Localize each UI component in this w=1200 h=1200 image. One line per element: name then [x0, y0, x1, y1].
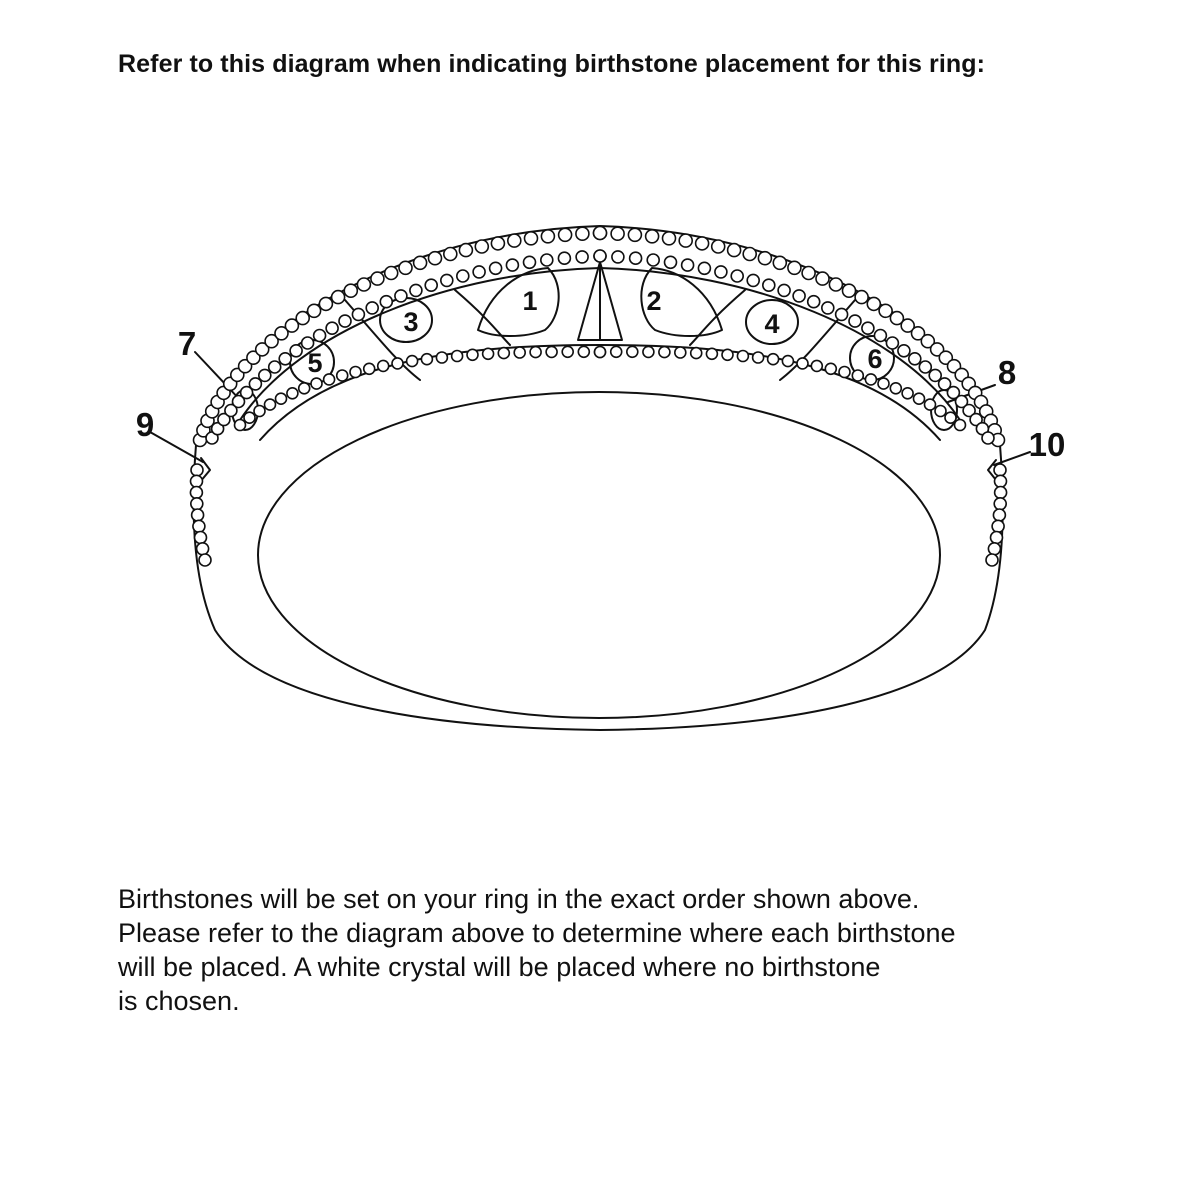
- pave-bead: [337, 370, 348, 381]
- pave-bead: [319, 297, 332, 310]
- pave-bead: [193, 520, 205, 532]
- pave-bead: [867, 297, 880, 310]
- pave-bead: [399, 261, 412, 274]
- pave-bead: [352, 308, 364, 320]
- pave-bead: [265, 399, 276, 410]
- pave-bead: [797, 358, 808, 369]
- pave-bead: [728, 244, 741, 257]
- pave-bead: [758, 252, 771, 265]
- pave-bead: [630, 252, 642, 264]
- pave-bead: [541, 254, 553, 266]
- stone-label-7: 7: [177, 325, 197, 362]
- pave-bead: [675, 347, 686, 358]
- pave-bead: [878, 378, 889, 389]
- pave-bead: [862, 322, 874, 334]
- pave-bead: [314, 330, 326, 342]
- pave-bead: [925, 399, 936, 410]
- pave-bead: [825, 363, 836, 374]
- pave-bead: [407, 356, 418, 367]
- pave-bead: [679, 234, 692, 247]
- pave-bead: [611, 346, 622, 357]
- pave-bead: [955, 420, 966, 431]
- pave-bead: [793, 290, 805, 302]
- pave-bead: [562, 346, 573, 357]
- pave-bead: [483, 348, 494, 359]
- pave-bead: [444, 248, 457, 261]
- callout-line-10: [994, 452, 1030, 465]
- pave-bead: [646, 230, 659, 243]
- pave-bead: [986, 554, 998, 566]
- pave-bead: [276, 393, 287, 404]
- pave-bead: [525, 232, 538, 245]
- pave-bead: [452, 351, 463, 362]
- pave-bead: [898, 345, 910, 357]
- stone-label-4: 4: [764, 309, 780, 339]
- stone-label-2: 2: [646, 286, 662, 316]
- pave-bead: [506, 259, 518, 271]
- pave-bead: [421, 354, 432, 365]
- pave-bead: [559, 228, 572, 241]
- pave-bead: [371, 272, 384, 285]
- pave-bead: [914, 393, 925, 404]
- pave-bead: [982, 432, 994, 444]
- pave-bead: [254, 406, 265, 417]
- ring-inner-opening: [258, 392, 940, 718]
- notes-line: is chosen.: [118, 986, 240, 1016]
- pave-bead: [811, 360, 822, 371]
- pave-bead: [524, 256, 536, 268]
- pave-bead: [195, 532, 207, 544]
- pave-bead: [663, 232, 676, 245]
- pave-bead: [576, 227, 589, 240]
- pave-bead: [935, 406, 946, 417]
- pave-bead: [768, 354, 779, 365]
- pave-bead: [459, 244, 472, 257]
- pave-bead: [410, 284, 422, 296]
- pave-bead: [849, 315, 861, 327]
- pave-bead: [836, 308, 848, 320]
- stone-label-8: 8: [997, 354, 1017, 391]
- pave-bead: [235, 420, 246, 431]
- notes-line: Please refer to the diagram above to determine where each birthstone: [118, 918, 956, 948]
- pave-bead: [665, 256, 677, 268]
- pave-bead: [279, 353, 291, 365]
- pave-bead: [191, 475, 203, 487]
- pave-bead: [395, 290, 407, 302]
- pave-bead: [595, 347, 606, 358]
- pave-bead: [763, 279, 775, 291]
- pave-bead: [747, 274, 759, 286]
- pave-bead: [822, 302, 834, 314]
- pave-bead: [855, 291, 868, 304]
- stone-outline-1: [478, 268, 559, 336]
- pave-bead: [475, 240, 488, 253]
- pave-bead: [865, 374, 876, 385]
- pave-bead: [773, 256, 786, 269]
- diagram-heading: Refer to this diagram when indicating birthstone placement for this ring:: [118, 50, 986, 78]
- ring-outer-outline: [194, 445, 1003, 730]
- pave-bead: [992, 520, 1004, 532]
- pave-bead: [611, 227, 624, 240]
- pave-bead: [332, 291, 345, 304]
- pave-bead: [473, 266, 485, 278]
- pave-bead: [995, 487, 1007, 499]
- pave-bead: [722, 349, 733, 360]
- pave-bead: [259, 369, 271, 381]
- pave-bead: [576, 251, 588, 263]
- pave-bead: [594, 227, 607, 240]
- stone-label-3: 3: [403, 307, 419, 337]
- pave-bead: [788, 261, 801, 274]
- pave-bead: [541, 230, 554, 243]
- pave-bead: [778, 284, 790, 296]
- stone-label-5: 5: [307, 348, 323, 378]
- pave-bead: [816, 272, 829, 285]
- pave-bead: [682, 259, 694, 271]
- pave-bead: [429, 252, 442, 265]
- pave-bead: [886, 337, 898, 349]
- pave-bead: [514, 347, 525, 358]
- pave-bead: [339, 315, 351, 327]
- pave-bead: [457, 270, 469, 282]
- placement-notes: [118, 882, 1118, 1018]
- pave-bead: [991, 532, 1003, 544]
- pave-bead: [843, 284, 856, 297]
- pave-bead: [326, 322, 338, 334]
- pave-bead: [287, 388, 298, 399]
- pave-bead: [988, 543, 1000, 555]
- pave-bead: [244, 412, 255, 423]
- pave-bead: [994, 464, 1006, 476]
- pave-bead: [995, 475, 1007, 487]
- pave-bead: [350, 367, 361, 378]
- pave-bead: [706, 348, 717, 359]
- pave-bead: [829, 278, 842, 291]
- pave-bead: [578, 346, 589, 357]
- pave-bead: [498, 348, 509, 359]
- pave-bead: [364, 363, 375, 374]
- pave-bead: [919, 361, 931, 373]
- pave-bead: [993, 509, 1005, 521]
- pave-bead: [737, 351, 748, 362]
- pave-bead: [378, 360, 389, 371]
- pave-bead: [199, 554, 211, 566]
- pave-bead: [192, 509, 204, 521]
- pave-bead: [357, 278, 370, 291]
- pave-bead: [491, 237, 504, 250]
- stone-label-10: 10: [1028, 426, 1066, 463]
- pave-bead: [696, 237, 709, 250]
- pave-bead: [839, 367, 850, 378]
- pave-bead: [467, 349, 478, 360]
- stone-label-6: 6: [867, 344, 883, 374]
- pave-bead: [191, 498, 203, 510]
- pave-bead: [852, 370, 863, 381]
- pave-bead: [308, 304, 321, 317]
- pave-bead: [659, 347, 670, 358]
- pave-bead: [994, 498, 1006, 510]
- pave-bead: [909, 353, 921, 365]
- notes-line: Birthstones will be set on your ring in the exact order shown above.: [118, 884, 920, 914]
- pave-bead: [392, 358, 403, 369]
- pave-bead: [508, 234, 521, 247]
- pave-bead: [691, 348, 702, 359]
- pave-bead: [743, 248, 756, 261]
- pave-bead: [731, 270, 743, 282]
- pave-bead: [197, 543, 209, 555]
- pave-bead: [945, 412, 956, 423]
- pave-bead: [902, 388, 913, 399]
- pave-bead: [425, 279, 437, 291]
- pave-bead: [546, 346, 557, 357]
- pave-bead: [558, 252, 570, 264]
- pave-bead: [380, 296, 392, 308]
- pave-bead: [436, 352, 447, 363]
- pave-bead: [490, 262, 502, 274]
- stone-label-9: 9: [135, 406, 155, 443]
- pave-bead: [344, 284, 357, 297]
- pave-bead: [190, 487, 202, 499]
- notes-line: will be placed. A white crystal will be placed where no birthstone: [118, 952, 881, 982]
- pave-bead: [414, 256, 427, 269]
- pave-bead: [311, 378, 322, 389]
- pave-bead: [643, 346, 654, 357]
- pave-bead: [698, 262, 710, 274]
- pave-bead: [324, 374, 335, 385]
- pave-bead: [715, 266, 727, 278]
- pave-bead: [874, 330, 886, 342]
- pave-bead: [366, 302, 378, 314]
- pave-bead: [530, 347, 541, 358]
- pave-bead: [647, 254, 659, 266]
- pave-bead: [802, 267, 815, 280]
- stone-label-1: 1: [522, 286, 538, 316]
- pave-bead: [269, 361, 281, 373]
- pave-bead: [385, 267, 398, 280]
- pave-bead: [628, 228, 641, 241]
- pave-bead: [627, 346, 638, 357]
- pave-bead: [594, 250, 606, 262]
- pave-bead: [296, 312, 309, 325]
- pave-bead: [299, 383, 310, 394]
- pave-bead: [808, 296, 820, 308]
- pave-bead: [753, 352, 764, 363]
- pave-bead: [290, 345, 302, 357]
- pave-bead: [782, 356, 793, 367]
- pave-bead: [712, 240, 725, 253]
- pave-bead: [612, 251, 624, 263]
- pave-bead: [441, 274, 453, 286]
- pave-bead: [191, 464, 203, 476]
- pave-bead: [890, 383, 901, 394]
